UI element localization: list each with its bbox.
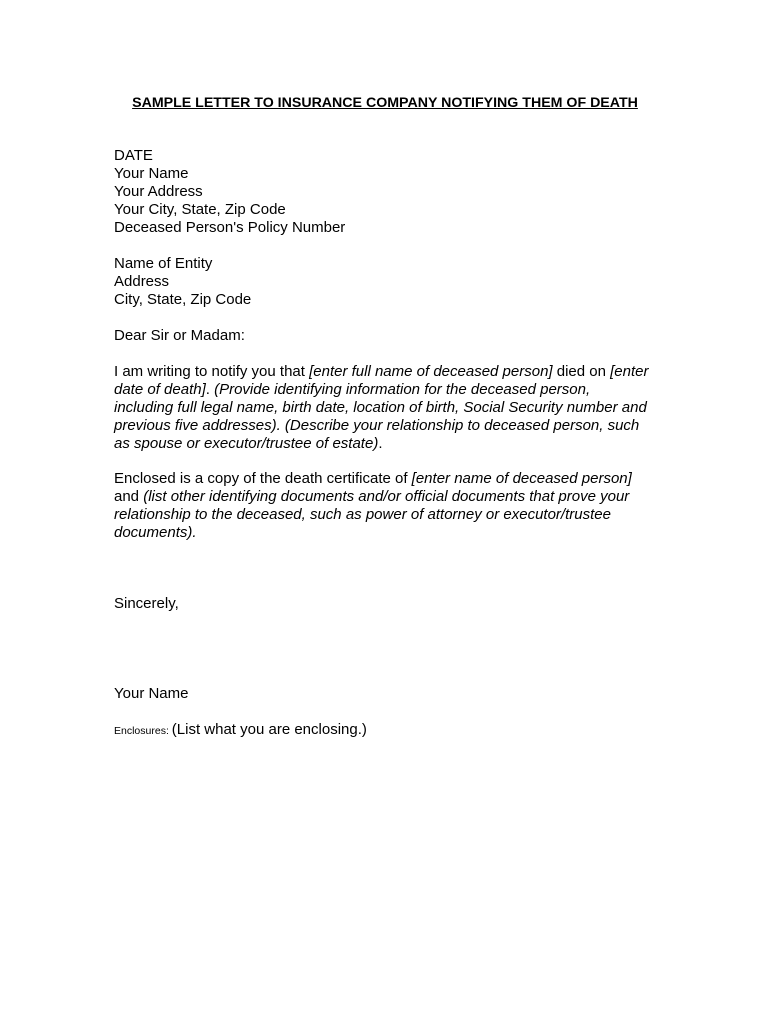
text-run: I am writing to notify you that xyxy=(114,363,310,380)
text-run: . xyxy=(205,381,215,398)
text-run: Enclosed is a copy of the death certificate of xyxy=(114,470,412,487)
instruction-text: including full legal name, birth date, location of birth, Social Security number and xyxy=(114,399,647,416)
sender-city-state-zip: Your City, State, Zip Code xyxy=(114,201,286,218)
text-run: . xyxy=(378,435,383,452)
paragraph-line xyxy=(114,470,659,488)
recipient-entity: Name of Entity xyxy=(114,255,213,272)
document-title: SAMPLE LETTER TO INSURANCE COMPANY NOTIFYING THEM OF DEATH xyxy=(132,95,638,111)
placeholder-text: date of death] xyxy=(114,381,206,398)
placeholder-text: [enter xyxy=(610,363,649,380)
instruction-text: (list other identifying documents and/or official documents that prove your xyxy=(143,488,630,505)
text-run: died on xyxy=(552,363,611,380)
enclosures-text: (List what you are enclosing.) xyxy=(171,721,367,738)
recipient-address: Address xyxy=(114,273,170,290)
salutation: Dear Sir or Madam: xyxy=(114,327,245,344)
instruction-text: (Provide identifying information for the deceased person, xyxy=(214,381,591,398)
text-run: and xyxy=(114,488,144,505)
instruction-text: previous five addresses). (Describe your relationship to deceased person, such xyxy=(114,417,640,434)
paragraph-line xyxy=(114,363,659,381)
paragraph-enclosed xyxy=(114,470,659,542)
recipient-city-state-zip: City, State, Zip Code xyxy=(114,291,252,308)
paragraph-line xyxy=(114,524,659,542)
paragraph-line xyxy=(114,488,659,506)
instruction-text: relationship to the deceased, such as power of attorney or executor/trustee xyxy=(114,506,611,523)
sender-date: DATE xyxy=(114,147,153,164)
paragraph-line xyxy=(114,381,659,399)
placeholder-text: [enter name of deceased person] xyxy=(411,470,632,487)
instruction-text: documents). xyxy=(114,524,197,541)
paragraph-line xyxy=(114,417,659,435)
sender-block xyxy=(114,147,345,237)
placeholder-text: [enter full name of deceased person] xyxy=(309,363,553,380)
enclosures-label: Enclosures: xyxy=(114,725,172,737)
sender-name: Your Name xyxy=(114,165,189,182)
enclosures-line xyxy=(114,721,367,740)
paragraph-line xyxy=(114,435,659,453)
recipient-block xyxy=(114,255,251,309)
paragraph-notification xyxy=(114,363,659,453)
paragraph-line xyxy=(114,506,659,524)
paragraph-line xyxy=(114,399,659,417)
instruction-text: as spouse or executor/trustee of estate) xyxy=(114,435,379,452)
signature-name: Your Name xyxy=(114,685,189,702)
sender-address: Your Address xyxy=(114,183,203,200)
sender-policy-number: Deceased Person's Policy Number xyxy=(114,219,346,236)
closing: Sincerely, xyxy=(114,595,179,612)
